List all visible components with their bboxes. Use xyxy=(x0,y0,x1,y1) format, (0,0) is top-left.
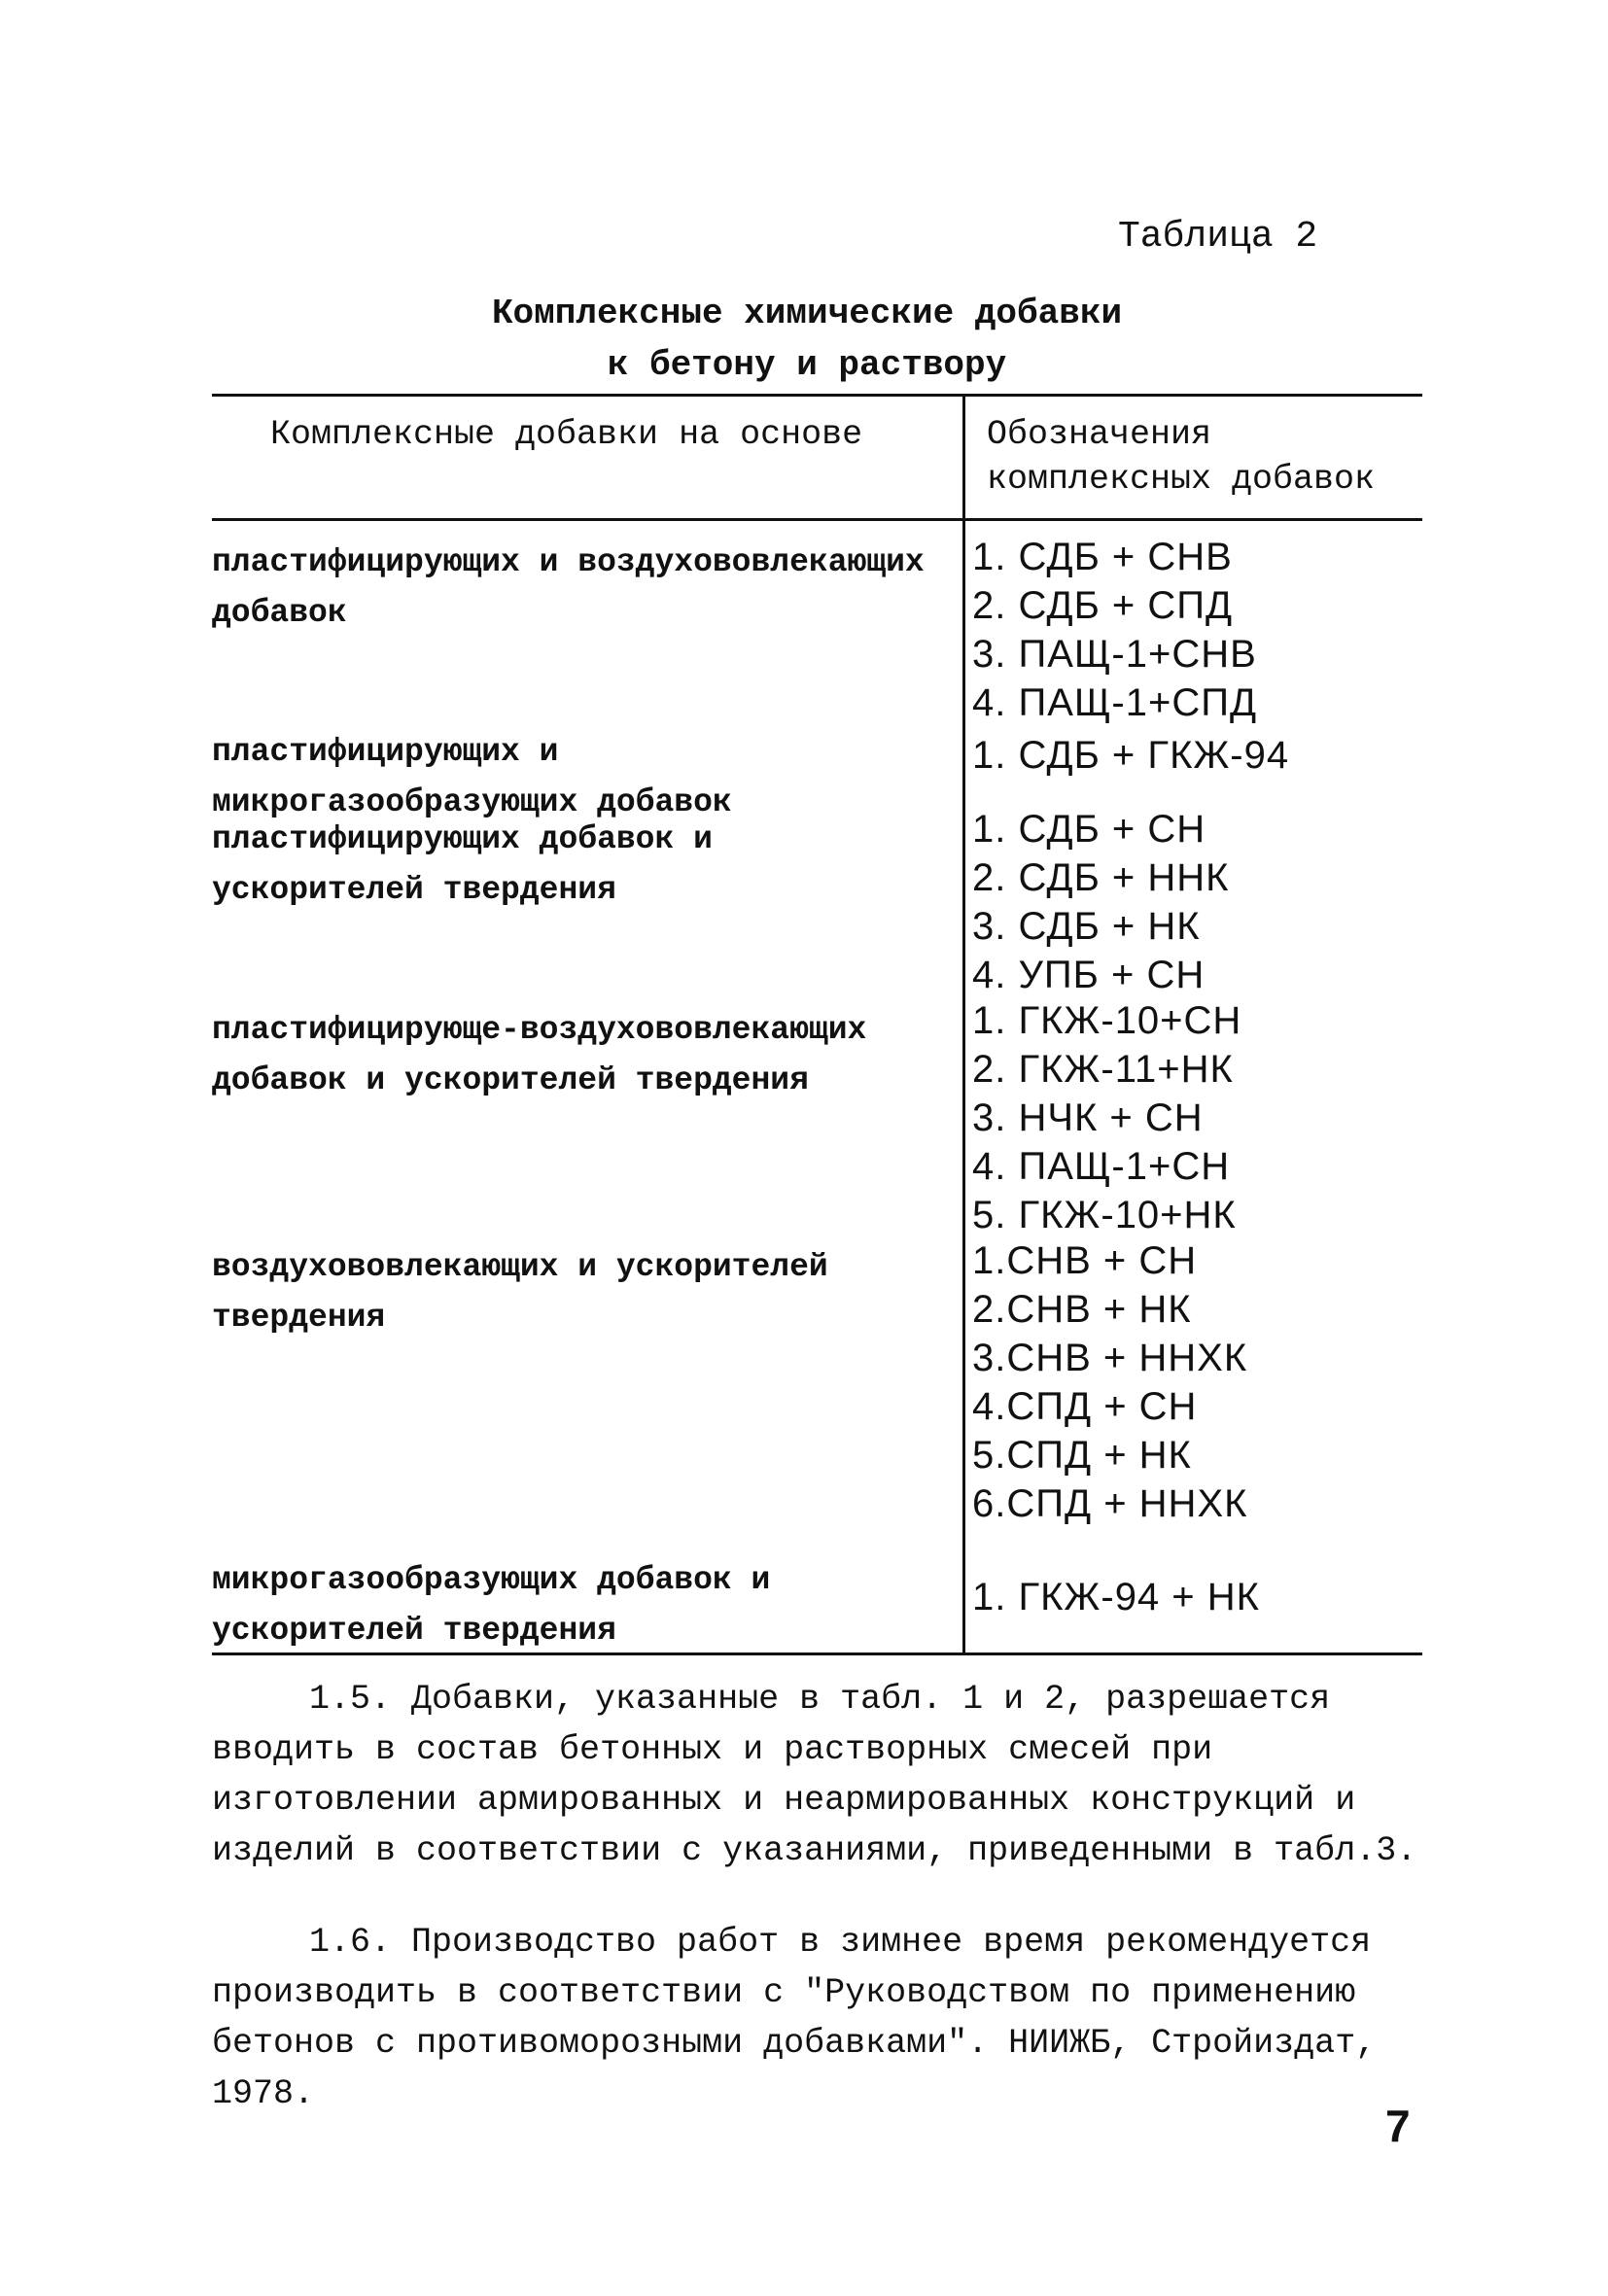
code-item: 3. ПАЩ-1+СНВ xyxy=(972,633,1257,676)
paragraph-1-5 xyxy=(212,1674,1437,1876)
table-title-line-1: Комплексные химические добавки xyxy=(491,294,1123,333)
code-item: 2. ГКЖ-11+НК xyxy=(972,1048,1234,1091)
code-item: 4.СПД + СН xyxy=(972,1385,1198,1428)
code-item: 4. УПБ + СН xyxy=(972,954,1206,996)
code-item: 2. СДБ + ННК xyxy=(972,856,1230,899)
code-item: 4. ПАЩ-1+СН xyxy=(972,1145,1231,1188)
code-item: 1. ГКЖ-10+СН xyxy=(972,999,1242,1042)
paragraph-1-6 xyxy=(212,1917,1437,2119)
paragraph-text: 1.6. Производство работ в зимнее время рекомендуется производить в соответствии с "Руководством по применению бетонов с противоморозными добавками". НИИЖБ, Стройиздат, 1978. xyxy=(212,1923,1377,2113)
code-item: 5.СПД + НК xyxy=(972,1434,1192,1477)
table-top-rule xyxy=(212,394,1422,397)
row-codes xyxy=(972,533,1257,727)
row-codes xyxy=(972,1573,1260,1621)
code-item: 2. СДБ + СПД xyxy=(972,584,1234,627)
code-item: 1. СДБ + ГКЖ-94 xyxy=(972,734,1290,777)
row-category: воздухововлекающих и ускорителей твердения xyxy=(212,1249,828,1336)
row-codes xyxy=(972,805,1229,999)
code-item: 3. СДБ + НК xyxy=(972,905,1201,948)
code-item: 3. НЧК + СН xyxy=(972,1096,1204,1139)
row-category: пластифицирующих добавок и ускорителей твердения xyxy=(212,821,713,908)
row-codes xyxy=(972,996,1241,1239)
code-item: 1. СДБ + СН xyxy=(972,808,1206,851)
table-number: Таблица 2 xyxy=(1118,216,1318,258)
column-header-base: Комплексные добавки на основе xyxy=(270,415,863,454)
paragraph-text: 1.5. Добавки, указанные в табл. 1 и 2, разрешается вводить в состав бетонных и растворных смесей при изготовлении армированных и неармированных конструкций и изделий в соответствии с указаниями, приведенными в табл.3. xyxy=(212,1680,1417,1870)
code-item: 4. ПАЩ-1+СПД xyxy=(972,681,1258,724)
column-header-designation: Обозначения комплексных добавок xyxy=(987,415,1376,499)
row-category: пластифицирующих и микрогазообразующих добавок xyxy=(212,734,732,820)
page-number: 7 xyxy=(1385,2101,1411,2151)
code-item: 1. СДБ + СНВ xyxy=(972,536,1233,578)
row-category: микрогазообразующих добавок и ускорителей твердения xyxy=(212,1562,771,1649)
table-title-line-2: к бетону и раствору xyxy=(607,345,1007,385)
table-column-divider xyxy=(962,394,965,1652)
row-category: пластифицирующих и воздухововлекающих добавок xyxy=(212,544,925,631)
code-item: 1. ГКЖ-94 + НК xyxy=(972,1576,1260,1618)
code-item: 6.СПД + ННХК xyxy=(972,1482,1248,1525)
code-item: 1.СНВ + СН xyxy=(972,1239,1198,1282)
row-codes xyxy=(972,1236,1247,1528)
row-category: пластифицирующе-воздухововлекающих добавок и ускорителей твердения xyxy=(212,1012,867,1098)
code-item: 3.СНВ + ННХК xyxy=(972,1337,1248,1379)
code-item: 2.СНВ + НК xyxy=(972,1288,1192,1331)
table-header-rule xyxy=(212,518,1422,521)
code-item: 5. ГКЖ-10+НК xyxy=(972,1194,1237,1236)
row-codes xyxy=(972,731,1289,780)
